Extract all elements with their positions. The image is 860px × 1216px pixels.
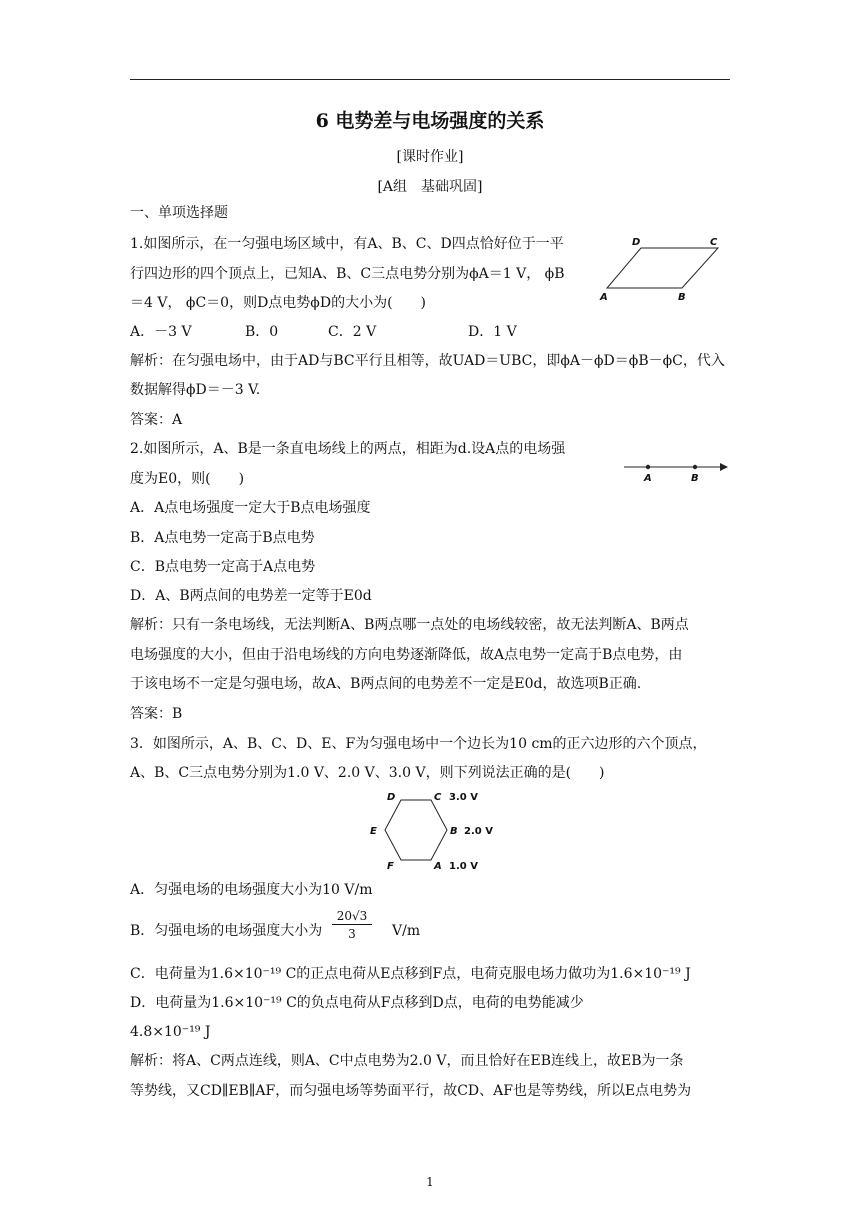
- q2-option-d: D．A、B两点间的电势差一定等于E0d: [130, 588, 372, 604]
- hexagon-label-b: B: [450, 826, 458, 837]
- field-line-figure: [622, 456, 730, 488]
- hexagon-label-e: E: [370, 826, 377, 837]
- q1-analysis-line1: 解析：在匀强电场中，由于AD与BC平行且相等，故UAD＝UBC，即ϕA－ϕD＝ϕB－ϕC，代入: [130, 353, 725, 369]
- q3-option-b-prefix: B．匀强电场的电场强度大小为: [130, 923, 323, 939]
- q1-stem-line3: ＝4 V， ϕC＝0，则D点电势ϕD的大小为( ): [130, 295, 426, 311]
- q1-option-a: A．－3 V: [130, 324, 192, 340]
- q2-analysis-line1: 解析：只有一条电场线，无法判断A、B两点哪一点处的电场线较密，故无法判断A、B两点: [130, 617, 689, 633]
- group-heading: [A组 基础巩固]: [377, 179, 483, 195]
- potential-c: 3.0 V: [449, 792, 478, 803]
- fraction-denominator: 3: [348, 927, 356, 941]
- q3-stem-line1: 3．如图所示，A、B、C、D、E、F为匀强电场中一个边长为10 cm的正六边形的六个顶点，: [130, 736, 707, 752]
- potential-a: 1.0 V: [449, 861, 478, 872]
- q2-analysis-line3: 于该电场不一定是匀强电场，故A、B两点间的电势差不一定是E0d，故选项B正确.: [130, 676, 642, 692]
- point-label-b: B: [691, 473, 699, 484]
- q1-answer: 答案：A: [130, 412, 183, 428]
- vertex-label-d: D: [632, 237, 641, 248]
- q3-option-c: C．电荷量为1.6×10⁻¹⁹ C的正点电荷从E点移到F点，电荷克服电场力做功为1.6×10⁻¹⁹ J: [130, 966, 691, 982]
- q2-analysis-line2: 电场强度的大小，但由于沿电场线的方向电势逐渐降低，故A点电势一定高于B点电势，由: [130, 647, 683, 663]
- q3-analysis-line1: 解析：将A、C两点连线，则A、C中点电势为2.0 V，而且恰好在EB连线上，故EB为一条: [130, 1053, 684, 1069]
- header-rule: [130, 79, 730, 80]
- q2-option-b: B．A点电势一定高于B点电势: [130, 530, 315, 546]
- vertex-label-a: A: [600, 292, 608, 303]
- point-label-a: A: [644, 473, 652, 484]
- q3-option-b-unit: V/m: [392, 923, 421, 939]
- q3-stem-line2: A、B、C三点电势分别为1.0 V、2.0 V、3.0 V，则下列说法正确的是( ): [130, 765, 605, 781]
- q2-stem-line2: 度为E0，则( ): [130, 471, 245, 487]
- hexagon-label-d: D: [387, 792, 396, 803]
- vertex-label-c: C: [710, 237, 718, 248]
- q3-analysis-line2: 等势线，又CD∥EB∥AF，而匀强电场等势面平行，故CD、AF也是等势线，所以E点电势为: [130, 1083, 692, 1099]
- fraction: [332, 908, 372, 943]
- fraction-numerator: 20√3: [332, 908, 372, 925]
- vertex-label-b: B: [678, 292, 686, 303]
- q2-stem-line1: 2.如图所示，A、B是一条直电场线上的两点，相距为d.设A点的电场强: [130, 441, 566, 457]
- q1-stem-line1: 1.如图所示，在一匀强电场区域中，有A、B、C、D四点恰好位于一平: [130, 236, 564, 252]
- hexagon-label-a: A: [434, 861, 442, 872]
- q2-answer: 答案：B: [130, 706, 183, 722]
- q3-option-d-line1: D．电荷量为1.6×10⁻¹⁹ C的负点电荷从F点移到D点，电荷的电势能减少: [130, 995, 584, 1011]
- parallelogram-figure: [596, 230, 730, 306]
- q1-option-b: B．0: [245, 324, 279, 340]
- q1-stem-line2: 行四边形的四个顶点上，已知A、B、C三点电势分别为ϕA＝1 V， ϕB: [130, 266, 565, 282]
- hexagon-figure: [360, 788, 500, 872]
- q1-analysis-line2: 数据解得ϕD＝－3 V.: [130, 382, 261, 398]
- hexagon-label-c: C: [434, 792, 442, 803]
- page-number: 1: [426, 1175, 434, 1189]
- q3-option-a: A．匀强电场的电场强度大小为10 V/m: [130, 882, 373, 898]
- subtitle: [课时作业]: [396, 149, 464, 165]
- q2-option-a: A．A点电场强度一定大于B点电场强度: [130, 500, 371, 516]
- hexagon-label-f: F: [387, 861, 394, 872]
- q2-option-c: C．B点电势一定高于A点电势: [130, 559, 316, 575]
- page-title: 6 电势差与电场强度的关系: [315, 110, 545, 132]
- q1-option-d: D．1 V: [468, 324, 517, 340]
- q1-option-c: C．2 V: [328, 324, 377, 340]
- potential-b: 2.0 V: [464, 826, 493, 837]
- q3-option-d-line2: 4.8×10⁻¹⁹ J: [130, 1024, 211, 1040]
- section-heading: 一、单项选择题: [130, 205, 228, 221]
